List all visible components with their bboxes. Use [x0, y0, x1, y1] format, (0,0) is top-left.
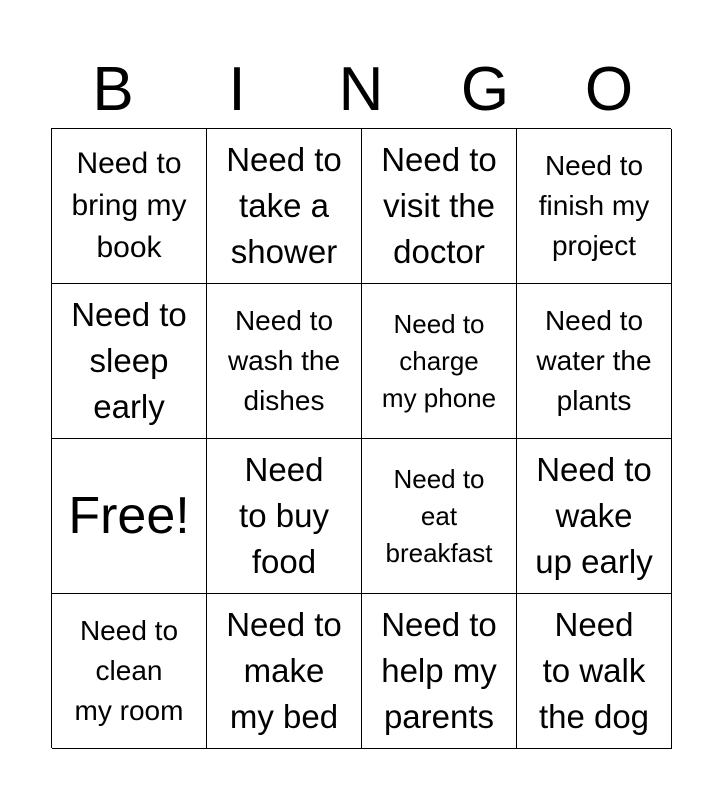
bingo-cell-text: Need to bring my book [71, 147, 187, 264]
bingo-cell[interactable] [52, 129, 207, 284]
bingo-cell-text: Need to buy food [239, 451, 329, 580]
bingo-cell[interactable] [52, 284, 207, 439]
bingo-cell[interactable] [362, 284, 517, 439]
bingo-cell[interactable] [207, 129, 362, 284]
free-cell[interactable] [52, 439, 207, 594]
bingo-cell[interactable] [207, 439, 362, 594]
bingo-cell-text: Need to eat breakfast [385, 463, 493, 568]
bingo-cell-text: Need to visit the doctor [381, 141, 497, 270]
bingo-cell-text: Need to take a shower [226, 141, 342, 270]
bingo-cell[interactable] [517, 594, 672, 749]
bingo-cell-text: Need to make my bed [226, 606, 342, 735]
header-letter-o: O [584, 55, 634, 124]
header-letter-g: G [460, 55, 510, 124]
header-letter-n: N [338, 55, 384, 124]
bingo-cell[interactable] [52, 594, 207, 749]
bingo-grid [51, 128, 671, 748]
bingo-cell-text: Need to wake up early [535, 451, 653, 580]
bingo-cell[interactable] [517, 284, 672, 439]
bingo-cell-text: Need to finish my project [538, 150, 650, 261]
free-cell-text: Free! [68, 487, 190, 545]
bingo-header [51, 52, 671, 128]
header-letter-b: B [92, 55, 134, 124]
bingo-cell-text: Need to charge my phone [381, 308, 497, 413]
bingo-cell-text: Need to water the plants [536, 305, 652, 416]
bingo-cell-text: Need to clean my room [74, 615, 184, 726]
bingo-cell[interactable] [207, 594, 362, 749]
bingo-cell[interactable] [362, 594, 517, 749]
bingo-cell[interactable] [362, 129, 517, 284]
bingo-cell[interactable] [517, 129, 672, 284]
bingo-cell-text: Need to help my parents [381, 606, 497, 735]
header-letter-i: I [228, 55, 246, 124]
bingo-cell-text: Need to sleep early [71, 296, 187, 425]
bingo-cell[interactable] [362, 439, 517, 594]
bingo-cell[interactable] [517, 439, 672, 594]
bingo-cell-text: Need to walk the dog [538, 606, 650, 735]
bingo-cell-text: Need to wash the dishes [227, 305, 341, 416]
bingo-cell[interactable] [207, 284, 362, 439]
